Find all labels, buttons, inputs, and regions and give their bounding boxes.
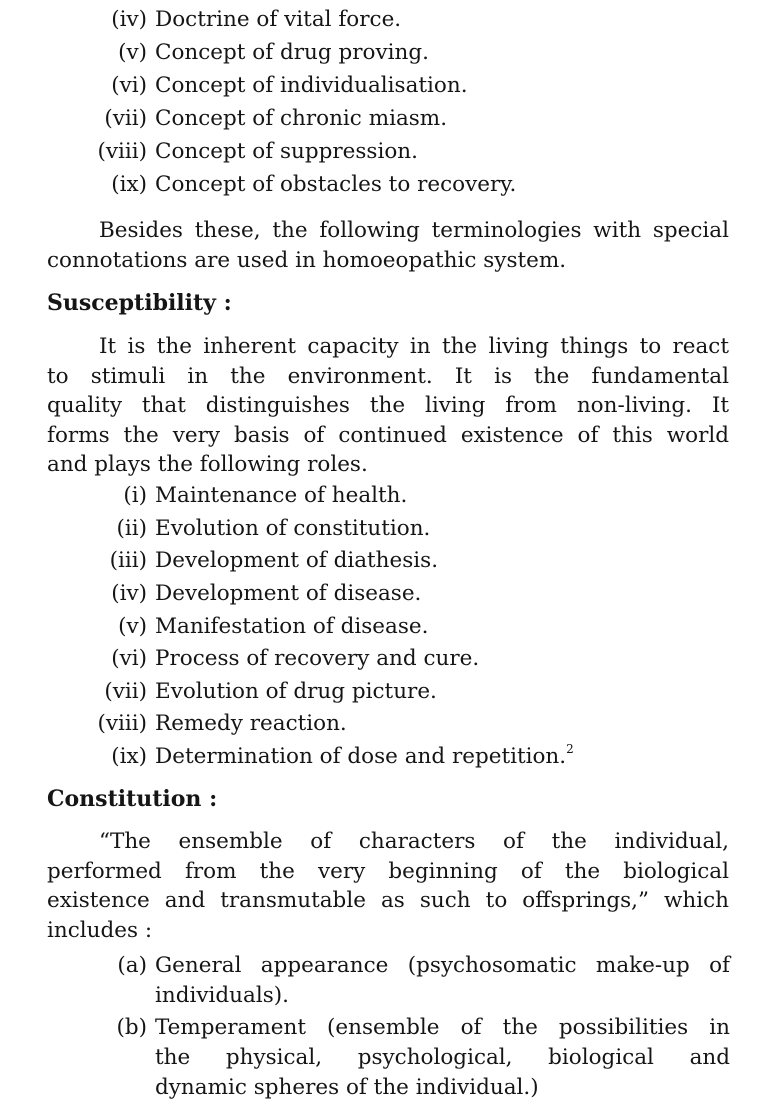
list-item bbox=[0, 741, 780, 773]
item-number: (b) bbox=[116, 1015, 147, 1040]
list-item bbox=[0, 37, 780, 69]
item-number: (ii) bbox=[116, 516, 147, 541]
item-text: Concept of drug proving. bbox=[155, 40, 429, 65]
paragraph-line: Besides these, the following terminologies with special bbox=[99, 218, 729, 243]
item-number: (i) bbox=[123, 483, 147, 508]
item-text: Manifestation of disease. bbox=[155, 614, 429, 639]
susceptibility-paragraph bbox=[47, 332, 729, 480]
item-line: individuals). bbox=[155, 983, 289, 1008]
item-text: Evolution of constitution. bbox=[155, 516, 431, 541]
list-item bbox=[0, 103, 780, 135]
paragraph-line: forms the very basis of continued existence of this world bbox=[47, 422, 729, 448]
item-text: Development of disease. bbox=[155, 581, 422, 606]
item-line: Temperament (ensemble of the possibilities in bbox=[155, 1015, 730, 1040]
item-number: (a) bbox=[117, 953, 147, 978]
paragraph-line: connotations are used in homoeopathic system. bbox=[47, 247, 567, 273]
item-number: (iv) bbox=[111, 7, 147, 32]
item-number: (vii) bbox=[104, 679, 147, 704]
item-text: Process of recovery and cure. bbox=[155, 646, 480, 671]
list-item bbox=[0, 4, 780, 36]
paragraph-line: includes : bbox=[47, 917, 153, 943]
list-item bbox=[0, 643, 780, 675]
item-number: (vi) bbox=[111, 73, 147, 98]
list-item bbox=[0, 70, 780, 102]
list-item bbox=[0, 513, 780, 545]
list-item bbox=[0, 136, 780, 168]
intro-paragraph bbox=[47, 216, 729, 275]
section-heading-susceptibility: Susceptibility : bbox=[47, 290, 232, 316]
item-text: Concept of individualisation. bbox=[155, 73, 468, 98]
list-item bbox=[0, 708, 780, 740]
list-item-text bbox=[155, 951, 730, 1011]
constitution-paragraph bbox=[47, 827, 729, 945]
item-number: (v) bbox=[118, 614, 147, 639]
item-text: Concept of suppression. bbox=[155, 139, 418, 164]
paragraph-line: “The ensemble of characters of the individual, bbox=[99, 829, 729, 854]
item-number: (v) bbox=[118, 40, 147, 65]
item-line: dynamic spheres of the individual.) bbox=[155, 1075, 539, 1100]
item-text bbox=[155, 741, 574, 773]
paragraph-line: to stimuli in the environment. It is the fundamental bbox=[47, 363, 729, 389]
list-item-text bbox=[155, 1013, 730, 1103]
item-text: Remedy reaction. bbox=[155, 711, 347, 736]
item-number: (ix) bbox=[111, 172, 147, 197]
list-item bbox=[0, 578, 780, 610]
item-number: (ix) bbox=[111, 744, 147, 769]
item-text: Concept of chronic miasm. bbox=[155, 106, 448, 131]
item-number: (viii) bbox=[97, 711, 147, 736]
item-number: (vii) bbox=[104, 106, 147, 131]
list-item bbox=[0, 611, 780, 643]
item-line: the physical, psychological, biological and bbox=[155, 1045, 730, 1070]
item-line: General appearance (psychosomatic make-up of bbox=[155, 953, 730, 978]
paragraph-line: performed from the very beginning of the biological bbox=[47, 858, 729, 884]
section-heading-constitution: Constitution : bbox=[47, 786, 218, 812]
paragraph-line: quality that distinguishes the living from non-living. It bbox=[47, 393, 729, 418]
item-number: (iii) bbox=[109, 548, 147, 573]
list-item bbox=[0, 480, 780, 512]
list-item bbox=[0, 545, 780, 577]
item-number: (viii) bbox=[97, 139, 147, 164]
item-text: Maintenance of health. bbox=[155, 483, 408, 508]
item-number: (vi) bbox=[111, 646, 147, 671]
item-text: Doctrine of vital force. bbox=[155, 7, 402, 32]
paragraph-line: It is the inherent capacity in the living things to react bbox=[99, 334, 729, 359]
footnote-reference: 2 bbox=[566, 742, 574, 756]
list-item bbox=[0, 169, 780, 201]
paragraph-line: existence and transmutable as such to offsprings,” which bbox=[47, 888, 729, 913]
item-text: Evolution of drug picture. bbox=[155, 679, 437, 704]
item-text-content: Determination of dose and repetition. bbox=[155, 744, 567, 769]
item-number: (iv) bbox=[111, 581, 147, 606]
list-item bbox=[0, 676, 780, 708]
item-text: Concept of obstacles to recovery. bbox=[155, 172, 517, 197]
paragraph-line: and plays the following roles. bbox=[47, 452, 368, 477]
item-text: Development of diathesis. bbox=[155, 548, 439, 573]
